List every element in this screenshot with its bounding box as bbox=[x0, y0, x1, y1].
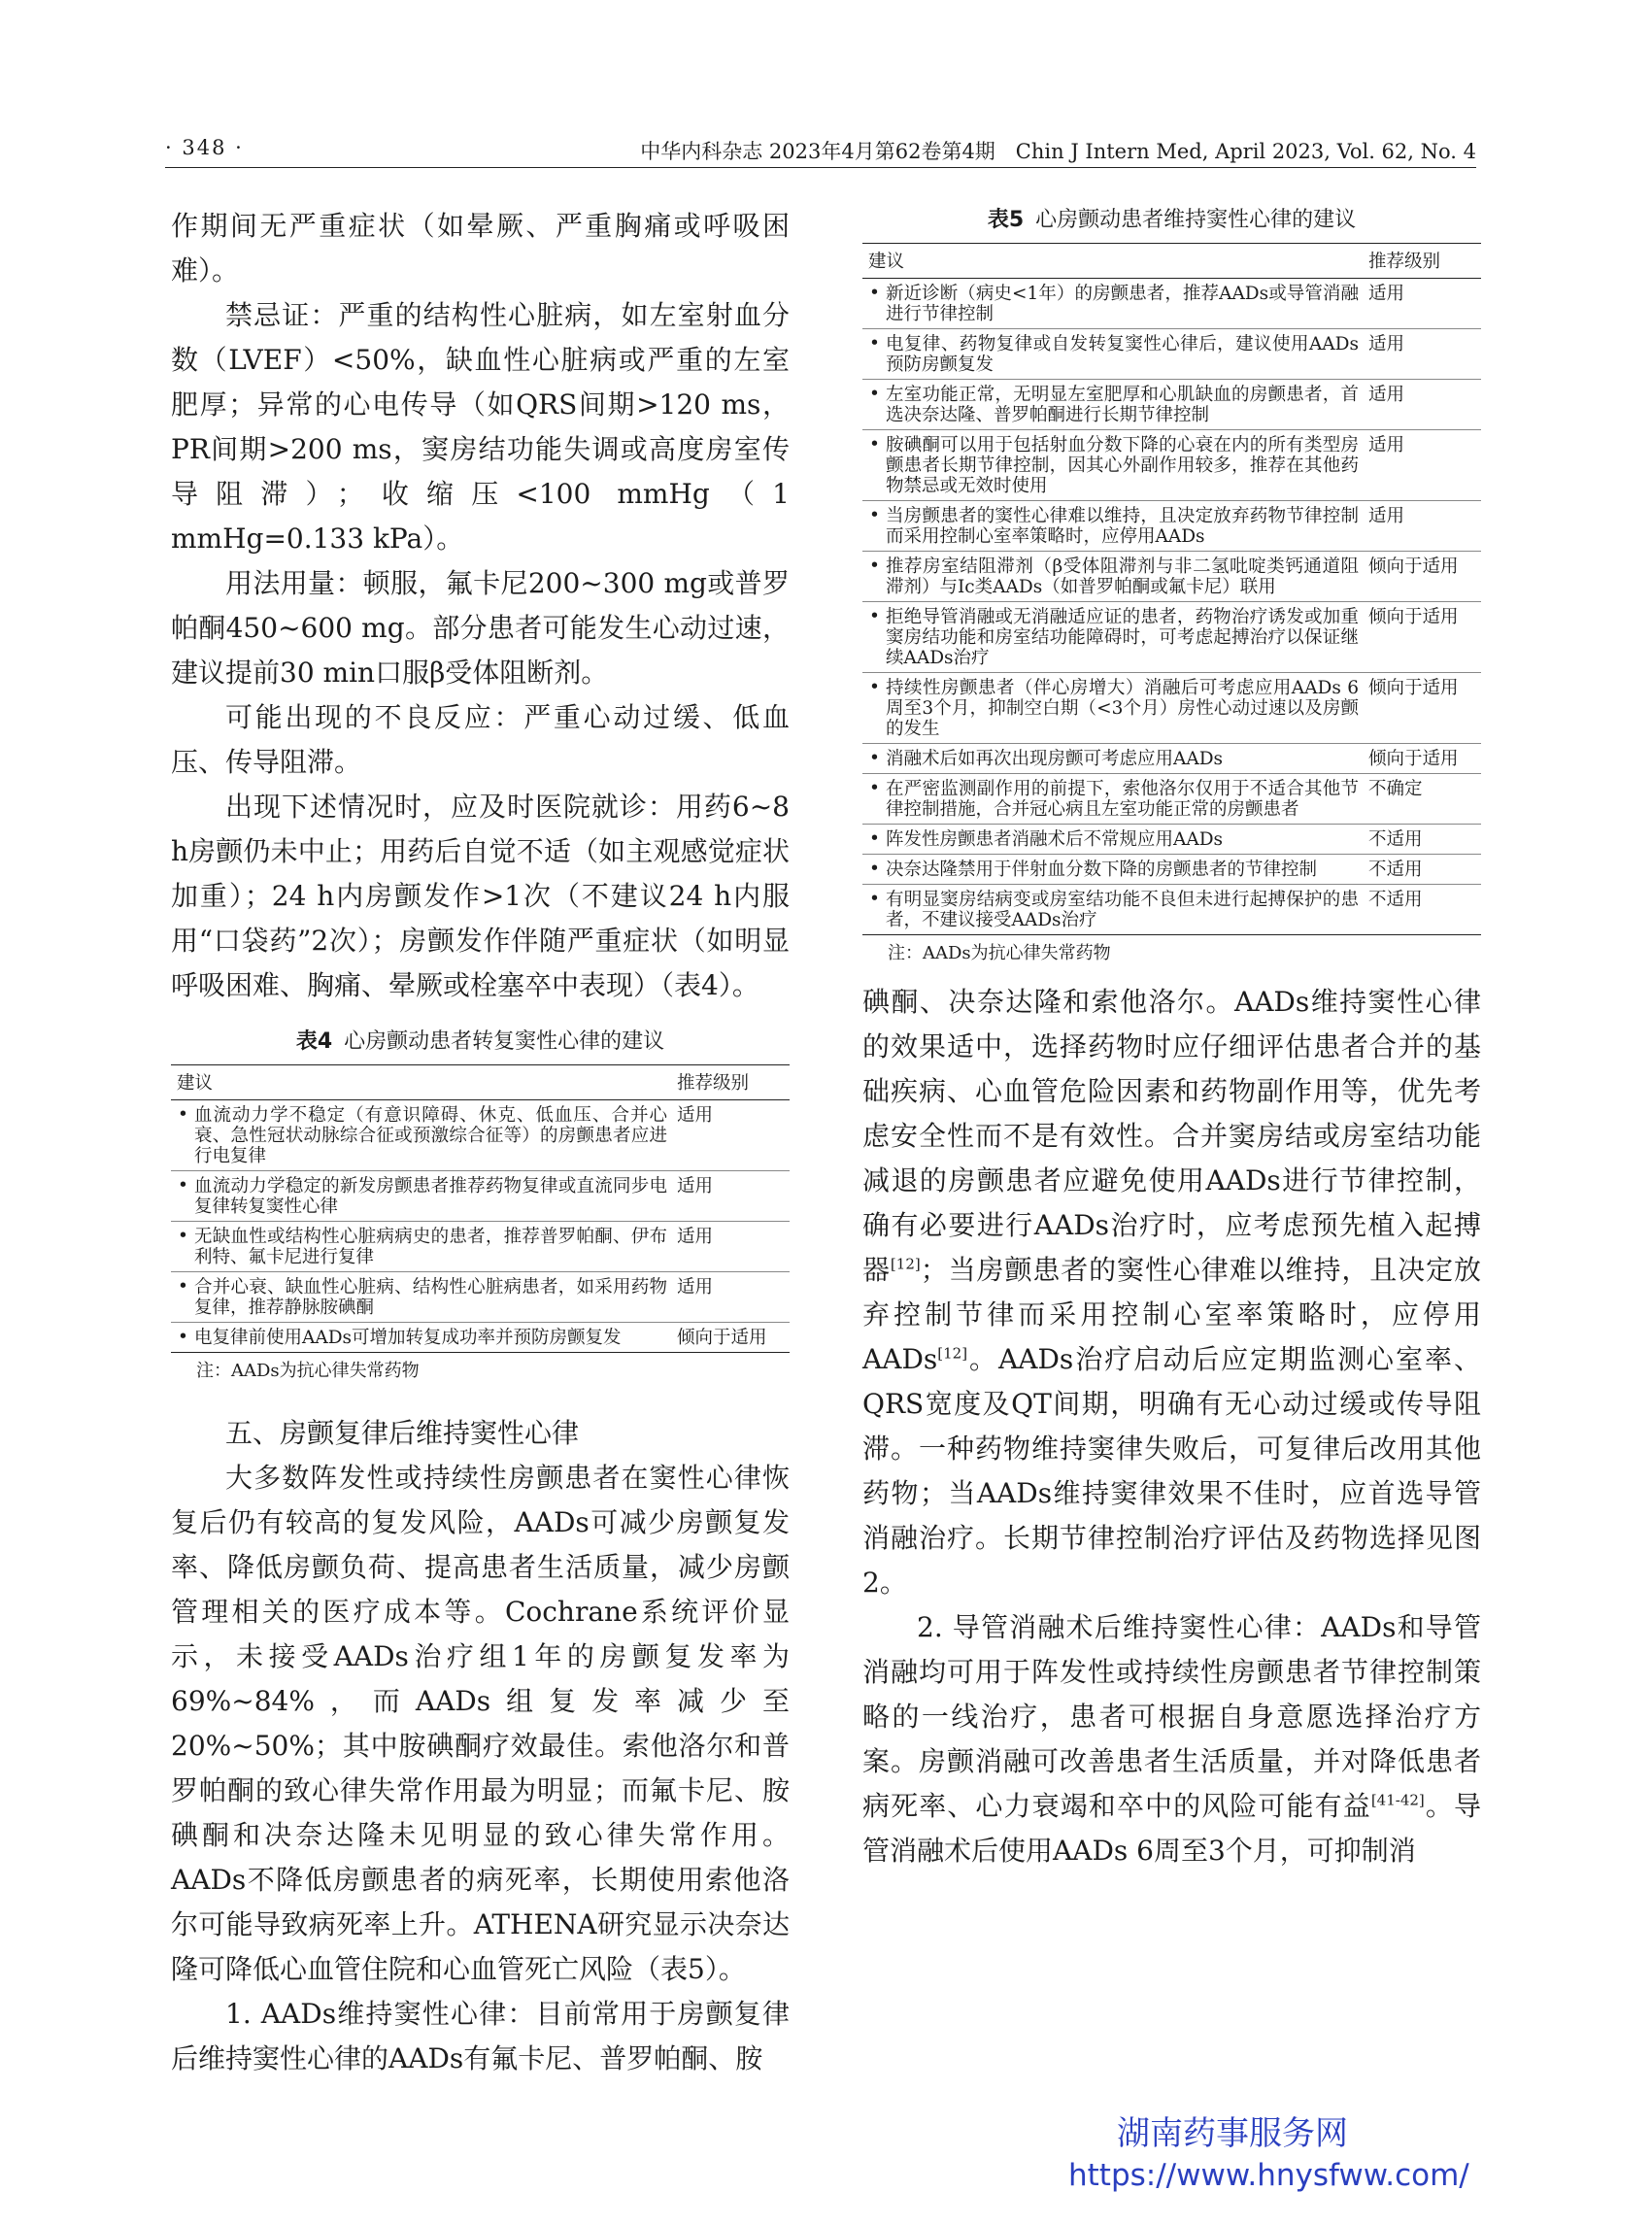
table-4-caption: 心房颤动患者转复窦性心律的建议 bbox=[344, 1029, 665, 1054]
table-row bbox=[862, 774, 1481, 825]
table-4-note: 注：AADs为抗心律失常药物 bbox=[196, 1361, 420, 1381]
right-column bbox=[862, 204, 1481, 1873]
table-row bbox=[171, 1323, 790, 1353]
watermark-url: https://www.hnysfww.com/ bbox=[1068, 2158, 1469, 2193]
table-cell-recommendation: • 新近诊断（病史<1年）的房颤患者，推荐AADs或导管消融进行节律控制 bbox=[862, 279, 1363, 329]
table-cell-grade: 不适用 bbox=[1363, 855, 1481, 885]
table-4 bbox=[171, 1026, 790, 1384]
table-cell-recommendation: • 血流动力学不稳定（有意识障碍、休克、低血压、合并心衰、急性冠状动脉综合征或预激综合征等）的房颤患者应进行电复律 bbox=[171, 1100, 671, 1171]
table-4-grid bbox=[171, 1064, 790, 1353]
paragraph: 1. AADs维持窦性心律：目前常用于房颤复律后维持窦性心律的AADs有氟卡尼、普罗帕酮、胺 bbox=[171, 1998, 790, 2074]
table-5-title bbox=[862, 204, 1481, 237]
column-header-recommendation: 建议 bbox=[171, 1065, 671, 1100]
citation: [12] bbox=[890, 1255, 921, 1273]
table-cell-recommendation: • 消融术后如再次出现房颤可考虑应用AADs bbox=[862, 744, 1363, 774]
table-cell-grade: 倾向于适用 bbox=[1363, 673, 1481, 744]
table-cell-recommendation: • 推荐房室结阻滞剂（β受体阻滞剂与非二氢吡啶类钙通道阻滞剂）与Ⅰc类AADs（如普罗帕酮或氟卡尼）联用 bbox=[862, 552, 1363, 602]
table-cell-grade: 不适用 bbox=[1363, 885, 1481, 935]
table-cell-grade: 适用 bbox=[671, 1100, 790, 1171]
text-run: 。AADs治疗启动后应定期监测心室率、QRS宽度及QT间期，明确有无心动过缓或传导阻滞。一种药物维持窦律失败后，可复律后改用其他药物；当AADs维持窦律效果不佳时，应首选导管消融治疗。长期节律控制治疗评估及药物选择见图2。 bbox=[862, 1343, 1481, 1599]
text-run: ；当房颤患者的窦性心律难以维持，且决定放弃控制节律而采用控制心室率策略时，应停用AADs bbox=[862, 1254, 1481, 1375]
table-cell-recommendation: • 持续性房颤患者（伴心房增大）消融后可考虑应用AADs 6周至3个月，抑制空白期（<3个月）房性心动过速以及房颤的发生 bbox=[862, 673, 1363, 744]
paragraph-adverse-reactions: 可能出现的不良反应：严重心动过缓、低血压、传导阻滞。 bbox=[171, 701, 790, 778]
paragraph: 大多数阵发性或持续性房颤患者在窦性心律恢复后仍有较高的复发风险，AADs可减少房颤复发率、降低房颤负荷、提高患者生活质量，减少房颤管理相关的医疗成本等。Cochrane系统评价显示，未接受AADs治疗组1年的房颤复发率为69%~84%，而AADs组复发率减少至20%~50%；其中胺碘酮疗效最佳。索他洛尔和普罗帕酮的致心律失常作用最为明显；而氟卡尼、胺碘酮和决奈达隆未见明显的致心律失常作用。AADs不降低房颤患者的病死率，长期使用索他洛尔可能导致病死率上升。ATHENA研究显示决奈达隆可降低心血管住院和心血管死亡风险（表5）。 bbox=[171, 1462, 790, 1985]
table-row bbox=[862, 673, 1481, 744]
journal-info: 中华内科杂志 2023年4月第62卷第4期 Chin J Intern Med, April 2023, Vol. 62, No. 4 bbox=[640, 140, 1476, 163]
running-header bbox=[165, 132, 1476, 165]
table-cell-grade: 不适用 bbox=[1363, 825, 1481, 855]
citation: [12] bbox=[937, 1344, 968, 1363]
paragraph bbox=[862, 1605, 1481, 1873]
watermark-site-name: 湖南药事服务网 bbox=[1117, 2114, 1348, 2153]
table-cell-recommendation: • 胺碘酮可以用于包括射血分数下降的心衰在内的所有类型房颤患者长期节律控制，因其心外副作用较多，推荐在其他药物禁忌或无效时使用 bbox=[862, 430, 1363, 501]
table-4-title bbox=[171, 1026, 790, 1059]
table-cell-grade: 倾向于适用 bbox=[671, 1323, 790, 1353]
table-cell-grade: 倾向于适用 bbox=[1363, 602, 1481, 673]
column-header-grade: 推荐级别 bbox=[1363, 244, 1481, 279]
text-run: 碘酮、决奈达隆和索他洛尔。AADs维持窦性心律的效果适中，选择药物时应仔细评估患者合并的基础疾病、心血管危险因素和药物副作用等，优先考虑安全性而不是有效性。合并窦房结或房室结功能减退的房颤患者应避免使用AADs进行节律控制，确有必要进行AADs治疗时，应考虑预先植入起搏器 bbox=[862, 986, 1481, 1286]
section-heading: 五、房颤复律后维持窦性心律 bbox=[225, 1417, 580, 1449]
table-row bbox=[862, 552, 1481, 602]
table-cell-recommendation: • 血流动力学稳定的新发房颤患者推荐药物复律或直流同步电复律转复窦性心律 bbox=[171, 1171, 671, 1222]
table-row bbox=[862, 380, 1481, 430]
table-row bbox=[171, 1222, 790, 1272]
table-cell-recommendation: • 在严密监测副作用的前提下，索他洛尔仅用于不适合其他节律控制措施，合并冠心病且左室功能正常的房颤患者 bbox=[862, 774, 1363, 825]
paragraph-contraindications: 禁忌证：严重的结构性心脏病，如左室射血分数（LVEF）<50%，缺血性心脏病或严重的左室肥厚；异常的心电传导（如QRS间期>120 ms，PR间期>200 ms，窦房结功能失调或高度房室传导阻滞）；收缩压<100 mmHg（1 mmHg=0.133 kPa）。 bbox=[171, 299, 790, 555]
table-cell-grade: 不确定 bbox=[1363, 774, 1481, 825]
text-run: 。导管消融术后使用AADs 6周至3个月，可抑制消 bbox=[862, 1790, 1481, 1867]
table-5-note: 注：AADs为抗心律失常药物 bbox=[888, 943, 1111, 963]
table-cell-grade: 适用 bbox=[671, 1171, 790, 1222]
table-5-caption: 心房颤动患者维持窦性心律的建议 bbox=[1035, 208, 1357, 232]
table-5-label: 表5 bbox=[987, 208, 1025, 232]
table-row bbox=[862, 885, 1481, 935]
table-row bbox=[862, 855, 1481, 885]
citation: [41-42] bbox=[1370, 1791, 1425, 1809]
table-row bbox=[862, 430, 1481, 501]
table-cell-grade: 适用 bbox=[671, 1272, 790, 1323]
table-cell-recommendation: • 决奈达隆禁用于伴射血分数下降的房颤患者的节律控制 bbox=[862, 855, 1363, 885]
paragraph-dosage: 用法用量：顿服，氟卡尼200~300 mg或普罗帕酮450~600 mg。部分患者可能发生心动过速，建议提前30 min口服β受体阻断剂。 bbox=[171, 567, 790, 689]
header-rule bbox=[165, 167, 1476, 168]
table-row bbox=[862, 501, 1481, 552]
table-cell-recommendation: • 当房颤患者的窦性心律难以维持，且决定放弃药物节律控制而采用控制心室率策略时，应停用AADs bbox=[862, 501, 1363, 552]
column-header-recommendation: 建议 bbox=[862, 244, 1363, 279]
text-run: 2. 导管消融术后维持窦性心律：AADs和导管消融均可用于阵发性或持续性房颤患者节律控制策略的一线治疗，患者可根据自身意愿选择治疗方案。房颤消融可改善患者生活质量，并对降低患者病死率、心力衰竭和卒中的风险可能有益 bbox=[862, 1611, 1481, 1822]
table-row bbox=[862, 279, 1481, 329]
table-5 bbox=[862, 204, 1481, 966]
table-cell-recommendation: • 电复律、药物复律或自发转复窦性心律后，建议使用AADs预防房颤复发 bbox=[862, 329, 1363, 380]
table-cell-recommendation: • 电复律前使用AADs可增加转复成功率并预防房颤复发 bbox=[171, 1323, 671, 1353]
table-cell-grade: 倾向于适用 bbox=[1363, 552, 1481, 602]
table-cell-recommendation: • 左室功能正常，无明显左室肥厚和心肌缺血的房颤患者，首选决奈达隆、普罗帕酮进行长期节律控制 bbox=[862, 380, 1363, 430]
table-cell-grade: 适用 bbox=[1363, 501, 1481, 552]
table-cell-grade: 适用 bbox=[1363, 380, 1481, 430]
table-cell-recommendation: • 有明显窦房结病变或房室结功能不良但未进行起搏保护的患者，不建议接受AADs治疗 bbox=[862, 885, 1363, 935]
table-cell-grade: 适用 bbox=[1363, 430, 1481, 501]
table-cell-recommendation: • 无缺血性或结构性心脏病病史的患者，推荐普罗帕酮、伊布利特、氟卡尼进行复律 bbox=[171, 1222, 671, 1272]
watermark bbox=[1068, 2112, 1476, 2196]
paragraph bbox=[862, 980, 1481, 1605]
table-4-label: 表4 bbox=[295, 1029, 333, 1054]
column-header-grade: 推荐级别 bbox=[671, 1065, 790, 1100]
table-row bbox=[171, 1272, 790, 1323]
table-cell-recommendation: • 拒绝导管消融或无消融适应证的患者，药物治疗诱发或加重窦房结功能和房室结功能障碍时，可考虑起搏治疗以保证继续AADs治疗 bbox=[862, 602, 1363, 673]
table-row bbox=[862, 744, 1481, 774]
table-row bbox=[171, 1100, 790, 1171]
paragraph: 作期间无严重症状（如晕厥、严重胸痛或呼吸困难）。 bbox=[171, 210, 790, 287]
table-cell-grade: 适用 bbox=[1363, 329, 1481, 380]
page-number: · 348 · bbox=[165, 136, 244, 159]
table-cell-grade: 适用 bbox=[671, 1222, 790, 1272]
table-cell-recommendation: • 阵发性房颤患者消融术后不常规应用AADs bbox=[862, 825, 1363, 855]
table-cell-grade: 适用 bbox=[1363, 279, 1481, 329]
table-row bbox=[862, 602, 1481, 673]
table-cell-grade: 倾向于适用 bbox=[1363, 744, 1481, 774]
table-row bbox=[862, 825, 1481, 855]
table-row bbox=[862, 329, 1481, 380]
table-5-grid bbox=[862, 243, 1481, 935]
table-cell-recommendation: • 合并心衰、缺血性心脏病、结构性心脏病患者，如采用药物复律，推荐静脉胺碘酮 bbox=[171, 1272, 671, 1323]
left-column bbox=[171, 204, 790, 2081]
table-row bbox=[171, 1171, 790, 1222]
paragraph-seek-care: 出现下述情况时，应及时医院就诊：用药6~8 h房颤仍未中止；用药后自觉不适（如主观感觉症状加重）；24 h内房颤发作>1次（不建议24 h内服用“口袋药”2次）；房颤发作伴随严重症状（如明显呼吸困难、胸痛、晕厥或栓塞卒中表现）（表4）。 bbox=[171, 791, 790, 1001]
